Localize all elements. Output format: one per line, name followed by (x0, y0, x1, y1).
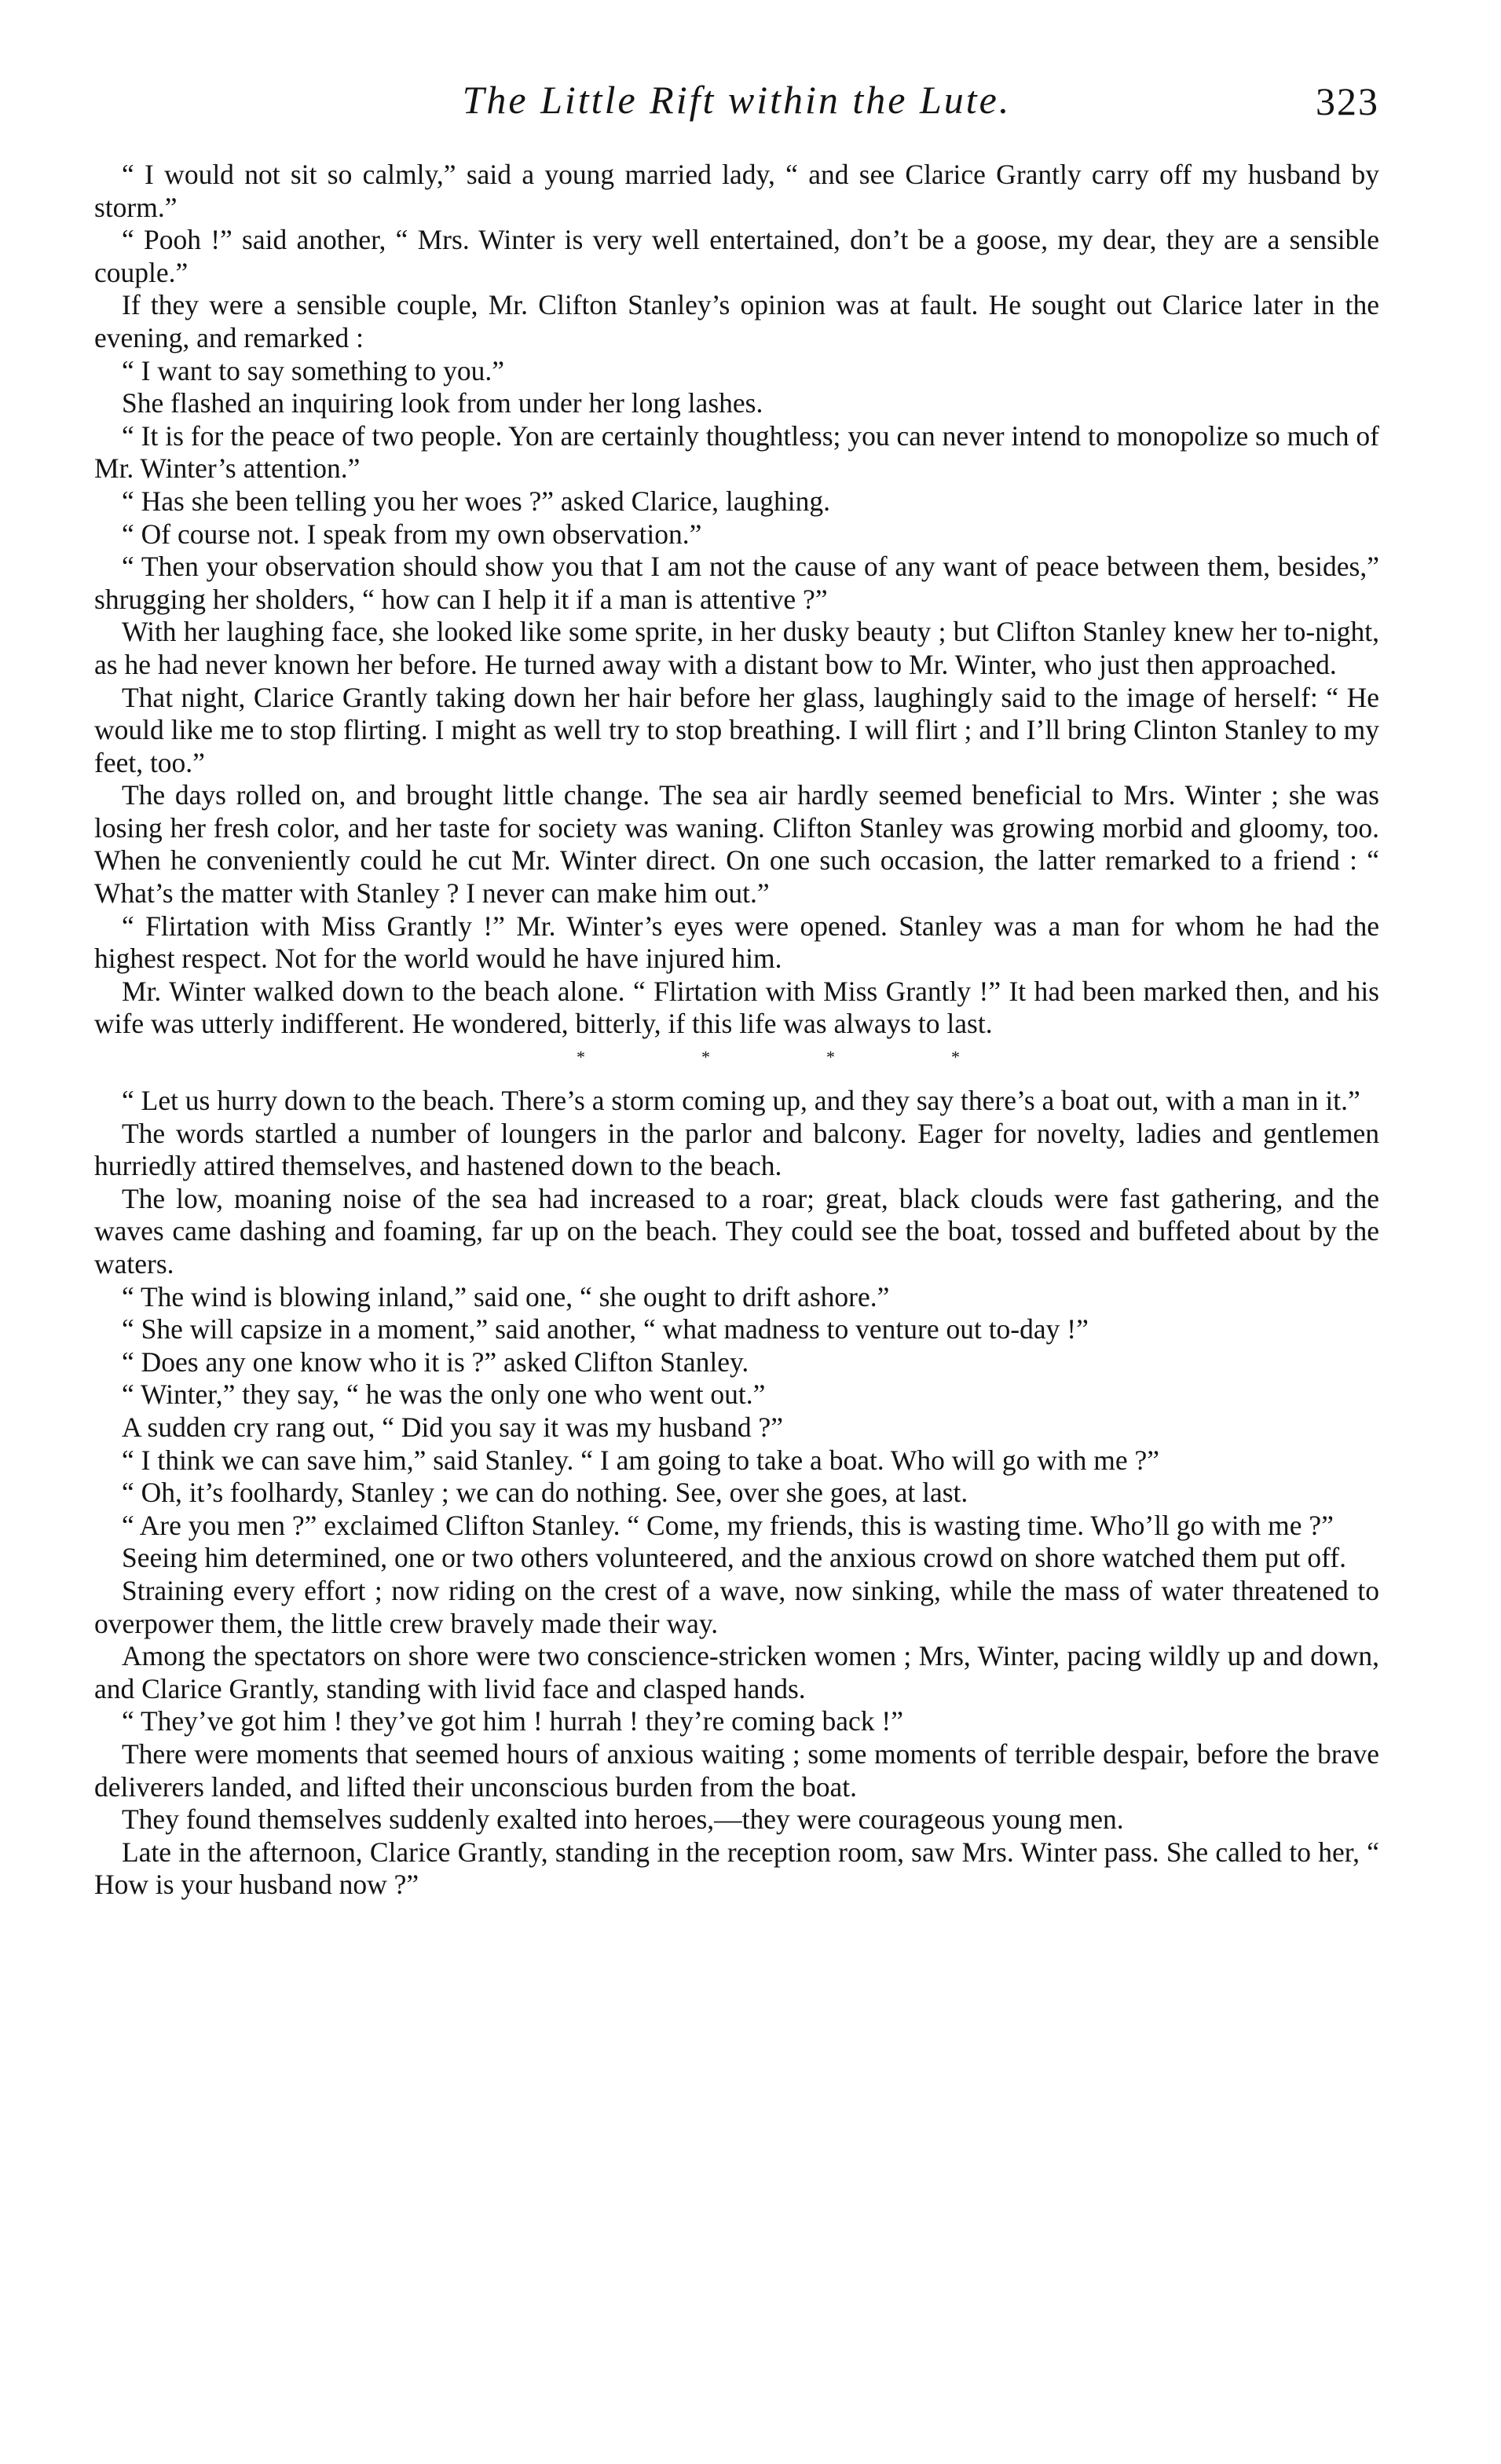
paragraph: She flashed an inquiring look from under her long lashes. (122, 387, 763, 419)
paragraph: “ Are you men ?” exclaimed Clifton Stanley. “ Come, my friends, this is wasting time. Who’ll go with me ?” (122, 1509, 1334, 1541)
section-break (94, 1041, 1379, 1074)
asterisk: * (701, 1047, 710, 1067)
asterisk: * (951, 1047, 960, 1067)
paragraph: Late in the afternoon, Clarice Grantly, standing in the reception room, saw Mrs. Winter pass. She called to her, “ How is your husband now ?” (94, 1836, 1379, 1901)
paragraph: The days rolled on, and brought little change. The sea air hardly seemed beneficial to Mrs. Winter ; she was losing her fresh color, and her taste for society was waning. Clifton Stanley was growing morbid and gloomy, too. When he conveniently could he cut Mr. Winter direct. On one such occasion, the latter remarked to a friend : “ What’s the matter with Stanley ? I never can make him out.” (94, 779, 1379, 910)
paragraph: With her laughing face, she looked like some sprite, in her dusky beauty ; but Clifton Stanley knew her to-night, as he had never known her before. He turned away with a distant bow to Mr. Winter, who just then approached. (94, 616, 1379, 680)
paragraph: Seeing him determined, one or two others volunteered, and the anxious crowd on shore watched them put off. (122, 1542, 1346, 1574)
paragraph: If they were a sensible couple, Mr. Clifton Stanley’s opinion was at fault. He sought out Clarice later in the evening, and remarked : (94, 289, 1379, 353)
paragraph: “ Let us hurry down to the beach. There’s a storm coming up, and they say there’s a boat out, with a man in it.” (122, 1085, 1360, 1117)
asterisk: * (826, 1047, 835, 1067)
paragraph: “ Flirtation with Miss Grantly !” Mr. Winter’s eyes were opened. Stanley was a man for whom he had the highest respect. Not for the world would he have injured him. (94, 910, 1379, 975)
book-page (94, 77, 1379, 1902)
paragraph: “ They’ve got him ! they’ve got him ! hurrah ! they’re coming back !” (122, 1705, 903, 1737)
paragraph: The words startled a number of loungers in the parlor and balcony. Eager for novelty, ladies and gentlemen hurriedly attired themselves, and hastened down to the beach. (94, 1117, 1379, 1182)
body-text (94, 159, 1379, 1902)
paragraph: Mr. Winter walked down to the beach alone. “ Flirtation with Miss Grantly !” It had been marked then, and his wife was utterly indifferent. He wondered, bitterly, if this life was always to last. (94, 975, 1379, 1040)
paragraph: Straining every effort ; now riding on the crest of a wave, now sinking, while the mass of water threatened to overpower them, the little crew bravely made their way. (94, 1574, 1379, 1639)
paragraph: “ Pooh !” said another, “ Mrs. Winter is very well entertained, don’t be a goose, my dear, they are a sensible couple.” (94, 224, 1379, 288)
paragraph: “ She will capsize in a moment,” said another, “ what madness to venture out to-day !” (122, 1313, 1089, 1345)
paragraph: “ Has she been telling you her woes ?” asked Clarice, laughing. (122, 485, 830, 517)
page-header (94, 77, 1379, 152)
paragraph: “ I would not sit so calmly,” said a young married lady, “ and see Clarice Grantly carry off my husband by storm.” (94, 159, 1379, 223)
paragraph: “ Winter,” they say, “ he was the only one who went out.” (122, 1378, 766, 1411)
paragraph: They found themselves suddenly exalted into heroes,—they were courageous young men. (122, 1803, 1124, 1836)
asterisk: * (577, 1047, 585, 1067)
paragraph: “ The wind is blowing inland,” said one, “ she ought to drift ashore.” (122, 1280, 890, 1313)
paragraph: “ I think we can save him,” said Stanley. “ I am going to take a boat. Who will go with me ?” (122, 1444, 1160, 1476)
paragraph: “ Of course not. I speak from my own observation.” (122, 518, 702, 550)
page-number: 323 (1316, 79, 1379, 123)
paragraph: A sudden cry rang out, “ Did you say it was my husband ?” (122, 1411, 783, 1443)
paragraph: “ Does any one know who it is ?” asked Clifton Stanley. (122, 1345, 749, 1378)
paragraph: “ Then your observation should show you that I am not the cause of any want of peace between them, besides,” shrugging her sholders, “ how can I help it if a man is attentive ?” (94, 551, 1379, 615)
paragraph: “ Oh, it’s foolhardy, Stanley ; we can do nothing. See, over she goes, at last. (122, 1477, 968, 1509)
paragraph: “ I want to say something to you.” (122, 354, 505, 386)
paragraph: “ It is for the peace of two people. Yon are certainly thoughtless; you can never intend to monopolize so much of Mr. Winter’s attention.” (94, 419, 1379, 485)
paragraph: Among the spectators on shore were two conscience-stricken women ; Mrs, Winter, pacing wildly up and down, and Clarice Grantly, standing with livid face and clasped hands. (94, 1640, 1379, 1704)
paragraph: The low, moaning noise of the sea had increased to a roar; great, black clouds were fast gathering, and the waves came dashing and foaming, far up on the beach. They could see the boat, tossed and buffeted about by the waters. (94, 1182, 1379, 1280)
running-title: The Little Rift within the Lute. (462, 78, 1012, 122)
paragraph: That night, Clarice Grantly taking down her hair before her glass, laughingly said to the image of herself: “ He would like me to stop flirting. I might as well try to stop breathing. I will flirt ; and I’ll bring Clinton Stanley to my feet, too.” (94, 681, 1379, 778)
paragraph: There were moments that seemed hours of anxious waiting ; some moments of terrible despair, before the brave deliverers landed, and lifted their unconscious burden from the boat. (94, 1737, 1379, 1803)
